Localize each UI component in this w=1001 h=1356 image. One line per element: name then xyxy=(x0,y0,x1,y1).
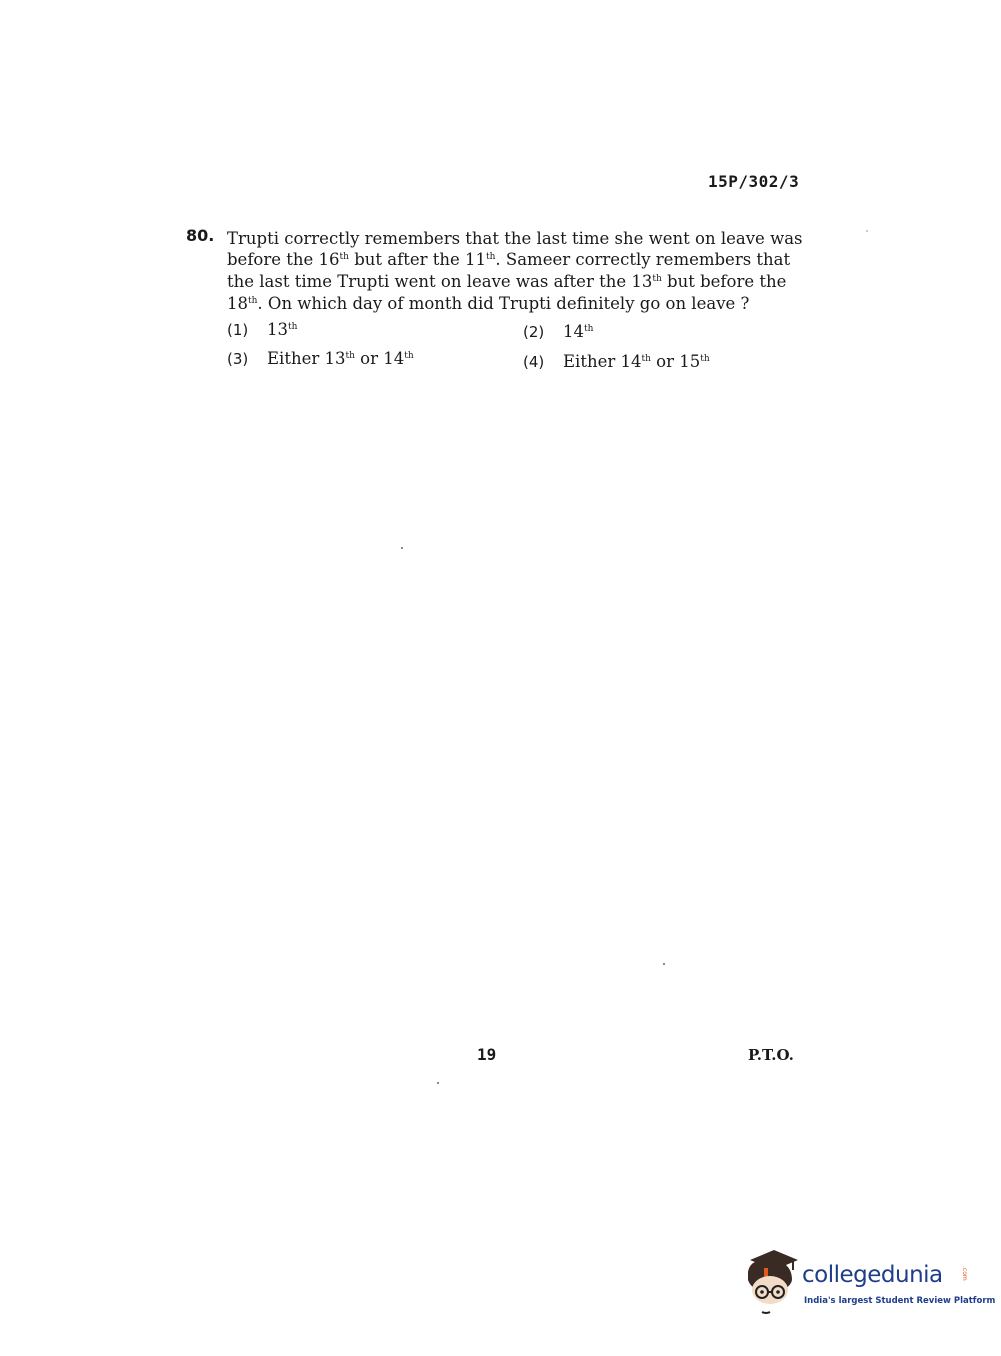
option-text: Either 14 xyxy=(563,352,642,371)
option-4 xyxy=(523,352,710,371)
collegedunia-watermark xyxy=(742,1250,996,1316)
option-1 xyxy=(227,320,297,339)
paper-code: 15P/302/3 xyxy=(708,172,800,191)
ordinal-suffix: th xyxy=(584,324,594,334)
scan-speck xyxy=(437,1082,439,1084)
brand-suffix: .com xyxy=(961,1266,968,1281)
option-3 xyxy=(227,349,414,368)
text-segment: . On which day of month did Trupti definitely go on leave ? xyxy=(257,294,750,313)
page-number: 19 xyxy=(477,1045,497,1064)
text-segment: but after the 11 xyxy=(348,250,486,269)
question-line-4 xyxy=(227,294,749,313)
option-text: or 15 xyxy=(650,352,701,371)
question-line-1-text: Trupti correctly remembers that the last time she went on leave was xyxy=(227,229,803,248)
option-number: (1) xyxy=(227,321,249,339)
ordinal-suffix: th xyxy=(345,351,355,361)
option-number: (2) xyxy=(523,323,545,341)
ordinal-suffix: th xyxy=(288,322,298,332)
ordinal-suffix: th xyxy=(641,354,651,364)
option-number: (4) xyxy=(523,353,545,371)
scan-speck xyxy=(663,963,665,965)
text-segment: but before the xyxy=(661,272,787,291)
option-text: 14 xyxy=(563,322,584,341)
text-segment: 18 xyxy=(227,294,248,313)
text-segment: before the 16 xyxy=(227,250,340,269)
question-line-3 xyxy=(227,272,786,291)
text-segment: the last time Trupti went on leave was after the 13 xyxy=(227,272,653,291)
ordinal-suffix: th xyxy=(700,354,710,364)
ordinal-suffix: th xyxy=(248,296,258,306)
option-number: (3) xyxy=(227,350,249,368)
brand-name: collegedunia xyxy=(802,1262,943,1288)
question-line-2 xyxy=(227,250,790,269)
mascot-icon xyxy=(742,1250,802,1316)
ordinal-suffix: th xyxy=(404,351,414,361)
question-number: 80. xyxy=(186,226,215,245)
option-text: 13 xyxy=(267,320,288,339)
brand-tagline: India's largest Student Review Platform xyxy=(804,1296,996,1306)
ordinal-suffix: th xyxy=(339,252,349,262)
ordinal-suffix: th xyxy=(486,252,496,262)
option-2 xyxy=(523,322,593,341)
scan-speck xyxy=(866,230,868,232)
option-text: Either 13 xyxy=(267,349,346,368)
text-segment: . Sameer correctly remembers that xyxy=(495,250,791,269)
option-text: or 14 xyxy=(354,349,405,368)
scan-speck xyxy=(401,547,403,549)
pto-label: P.T.O. xyxy=(748,1046,794,1064)
question-line-1 xyxy=(227,229,803,248)
ordinal-suffix: th xyxy=(652,274,662,284)
